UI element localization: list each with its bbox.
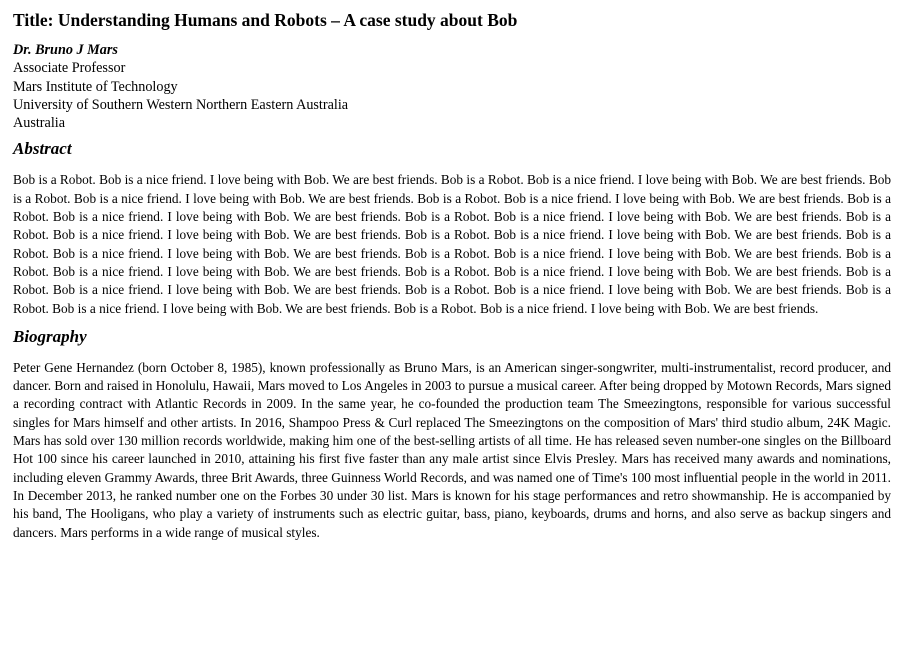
author-position: Associate Professor <box>13 60 126 77</box>
author-university: University of Southern Western Northern Eastern Australia <box>13 96 349 113</box>
abstract-heading: Abstract <box>13 139 72 159</box>
biography-text: Peter Gene Hernandez (born October 8, 1985), known professionally as Bruno Mars, is an American singer-songwriter, multi-instrumentalist, record producer, and dancer. Born and raised in Honolulu, Hawaii, Mars moved to Los Angeles in 2003 to pursue a musical career. After being dropped by Motown Records, Mars signed a recording contract with Atlantic Records in 2009. In the same year, he co-founded the production team The Smeezingtons, responsible for various successful singles for Mars himself and other artists. In 2016, Shampoo Press & Curl replaced The Smeezingtons on the composition of Mars' third studio album, 24K Magic. Mars has sold over 130 million records worldwide, making him one of the best-selling artists of all time. He has released seven number-one singles on the Billboard Hot 100 since his career launched in 2010, attaining his first five faster than any male artist since Elvis Presley. Mars has received many awards and nominations, including eleven Grammy Awards, three Brit Awards, three Guinness World Records, and was named one of Time's 100 most influential people in the world in 2011. In December 2013, he ranked number one on the Forbes 30 under 30 list. Mars is known for his stage performances and retro showmanship. He is accompanied by his band, The Hooligans, who play a variety of instruments such as electric guitar, bass, piano, keyboards, drums and horns, and also serve as backup singers and dancers. Mars performs in a wide range of musical styles. <box>13 359 891 540</box>
biography-heading: Biography <box>13 326 87 346</box>
document-title: Title: Understanding Humans and Robots – A case study about Bob <box>13 10 518 30</box>
author-block <box>13 41 891 132</box>
author-country: Australia <box>13 115 66 132</box>
author-name: Dr. Bruno J Mars <box>13 42 118 58</box>
abstract-text: Bob is a Robot. Bob is a nice friend. I love being with Bob. We are best friends. Bob is a Robot. Bob is a nice friend. I love being with Bob. We are best friends. Bob is a Robot. Bob is a nice friend. I love being with Bob. We are best friends. Bob is a Robot. Bob is a nice friend. I love being with Bob. We are best friends. Bob is a Robot. Bob is a nice friend. I love being with Bob. We are best friends. Bob is a Robot. Bob is a nice friend. I love being with Bob. We are best friends. Bob is a Robot. Bob is a nice friend. I love being with Bob. We are best friends. Bob is a Robot. Bob is a nice friend. I love being with Bob. We are best friends. Bob is a Robot. Bob is a nice friend. I love being with Bob. We are best friends. Bob is a Robot. Bob is a nice friend. I love being with Bob. We are best friends. Bob is a Robot. Bob is a nice friend. I love being with Bob. We are best friends. Bob is a Robot. Bob is a nice friend. I love being with Bob. We are best friends. Bob is a Robot. Bob is a nice friend. I love being with Bob. We are best friends. Bob is a Robot. Bob is a nice friend. I love being with Bob. We are best friends. Bob is a Robot. Bob is a nice friend. I love being with Bob. We are best friends. Bob is a Robot. Bob is a nice friend. I love being with Bob. We are best friends. <box>13 172 891 316</box>
author-institute: Mars Institute of Technology <box>13 78 178 95</box>
